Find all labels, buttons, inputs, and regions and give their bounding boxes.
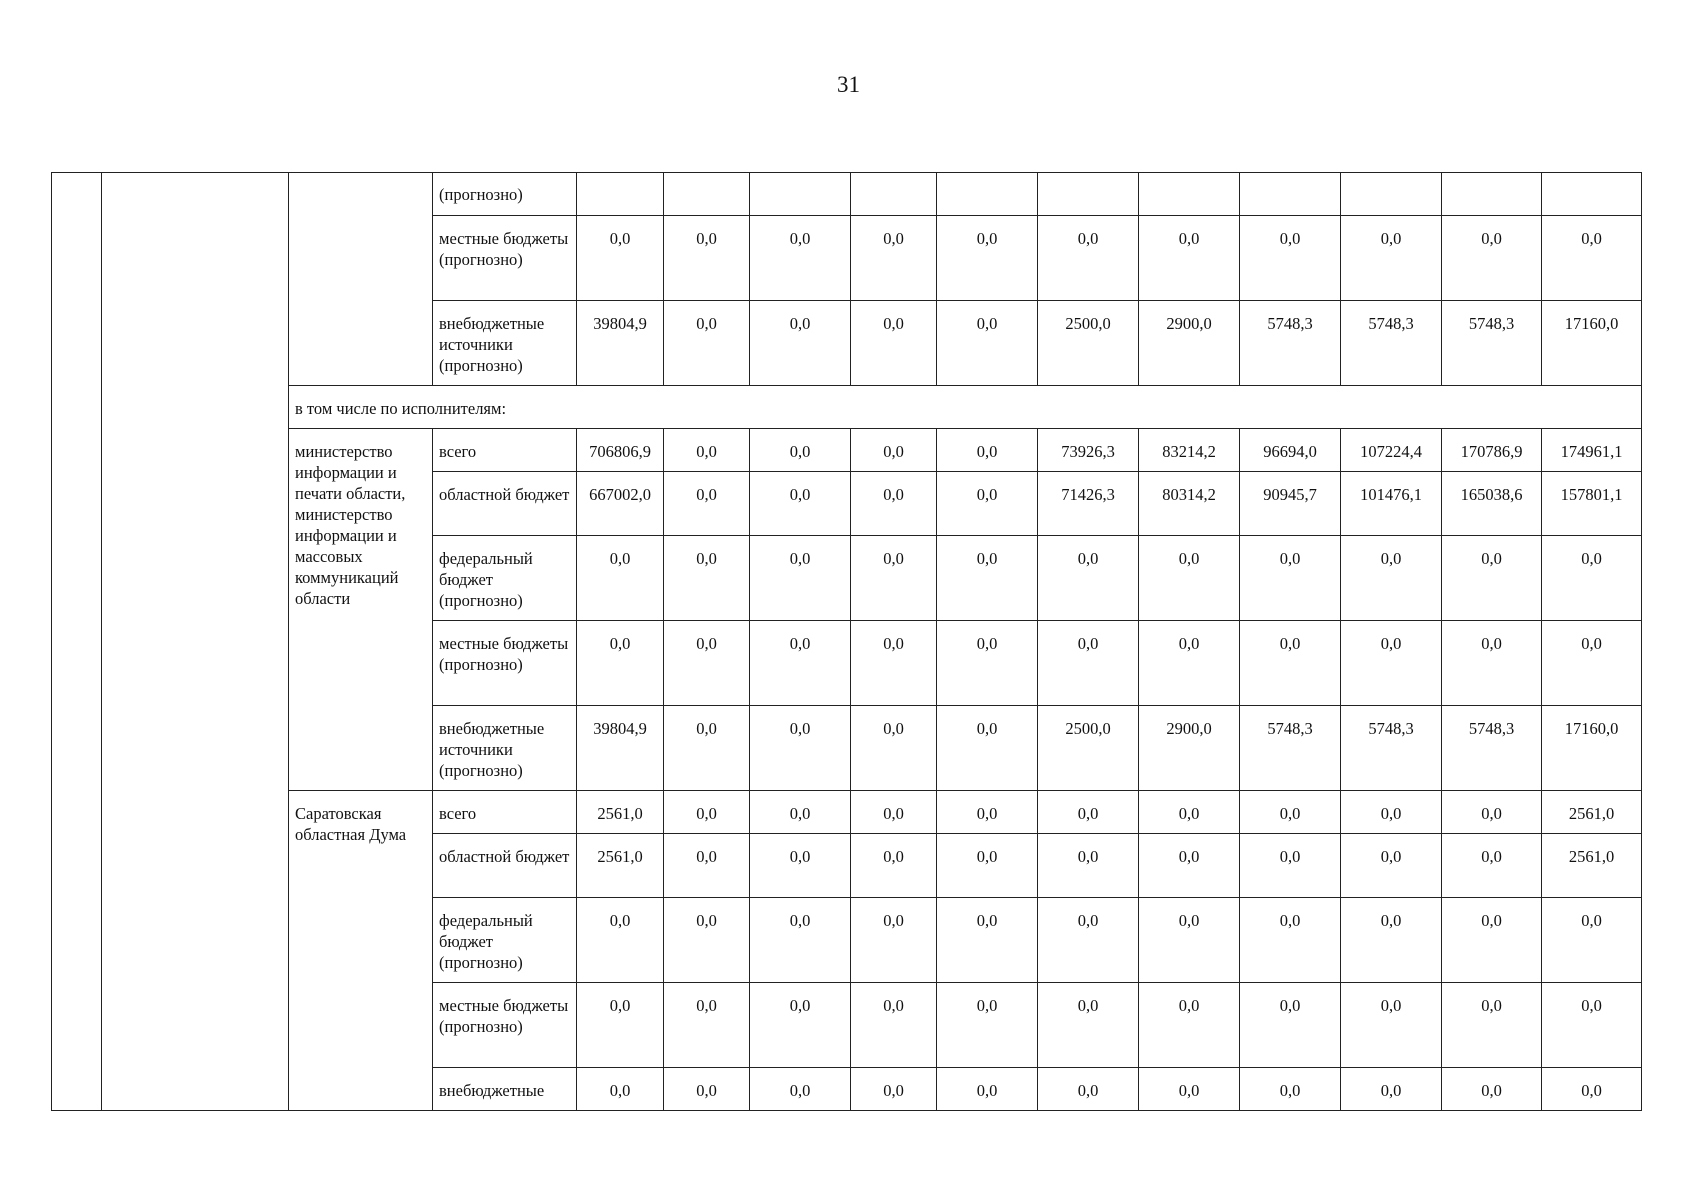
source-label: местные бюджеты (прогнозно) — [433, 983, 577, 1068]
column-name-cell — [102, 173, 289, 1111]
value-cell: 0,0 — [1542, 983, 1642, 1068]
value-cell: 0,0 — [664, 472, 750, 536]
value-cell: 0,0 — [1038, 834, 1139, 898]
value-cell — [1341, 173, 1442, 216]
value-cell: 0,0 — [1038, 216, 1139, 301]
table-row — [52, 791, 1642, 834]
value-cell: 0,0 — [1442, 536, 1542, 621]
value-cell: 2561,0 — [577, 791, 664, 834]
source-label: внебюджетные источники (прогнозно) — [433, 301, 577, 386]
source-label: всего — [433, 429, 577, 472]
value-cell: 0,0 — [1542, 216, 1642, 301]
value-cell: 170786,9 — [1442, 429, 1542, 472]
value-cell: 39804,9 — [577, 301, 664, 386]
value-cell: 0,0 — [1038, 791, 1139, 834]
value-cell: 0,0 — [750, 706, 851, 791]
value-cell: 0,0 — [750, 429, 851, 472]
executor-name: министерство информации и печати области, министерство информации и массовых коммуникаций области — [289, 429, 433, 791]
value-cell: 5748,3 — [1341, 301, 1442, 386]
source-label: областной бюджет — [433, 834, 577, 898]
value-cell: 0,0 — [1542, 536, 1642, 621]
value-cell: 0,0 — [664, 621, 750, 706]
source-label: областной бюджет — [433, 472, 577, 536]
value-cell: 0,0 — [937, 706, 1038, 791]
value-cell: 0,0 — [1038, 898, 1139, 983]
table-body — [52, 173, 1642, 1111]
value-cell: 0,0 — [937, 834, 1038, 898]
value-cell: 2900,0 — [1139, 706, 1240, 791]
value-cell: 0,0 — [1341, 983, 1442, 1068]
value-cell: 0,0 — [664, 429, 750, 472]
value-cell: 0,0 — [1240, 1068, 1341, 1111]
source-label: внебюджетные источники (прогнозно) — [433, 706, 577, 791]
value-cell: 0,0 — [1542, 1068, 1642, 1111]
value-cell: 0,0 — [851, 621, 937, 706]
value-cell — [1038, 173, 1139, 216]
value-cell: 0,0 — [1139, 621, 1240, 706]
value-cell: 17160,0 — [1542, 301, 1642, 386]
value-cell: 5748,3 — [1442, 301, 1542, 386]
column-number-cell — [52, 173, 102, 1111]
value-cell: 5748,3 — [1240, 301, 1341, 386]
value-cell: 0,0 — [1139, 791, 1240, 834]
value-cell: 0,0 — [1139, 834, 1240, 898]
value-cell: 0,0 — [851, 791, 937, 834]
source-label: федеральный бюджет (прогнозно) — [433, 536, 577, 621]
value-cell — [1139, 173, 1240, 216]
value-cell — [577, 173, 664, 216]
value-cell: 0,0 — [851, 472, 937, 536]
value-cell: 0,0 — [750, 621, 851, 706]
value-cell: 96694,0 — [1240, 429, 1341, 472]
value-cell: 101476,1 — [1341, 472, 1442, 536]
value-cell: 0,0 — [851, 429, 937, 472]
value-cell: 0,0 — [1240, 834, 1341, 898]
value-cell: 73926,3 — [1038, 429, 1139, 472]
source-label: (прогнозно) — [433, 173, 577, 216]
value-cell: 0,0 — [750, 1068, 851, 1111]
value-cell — [937, 173, 1038, 216]
value-cell: 5748,3 — [1240, 706, 1341, 791]
value-cell: 0,0 — [937, 429, 1038, 472]
value-cell: 0,0 — [750, 791, 851, 834]
value-cell: 0,0 — [750, 301, 851, 386]
value-cell: 0,0 — [1240, 898, 1341, 983]
value-cell: 0,0 — [1341, 536, 1442, 621]
value-cell: 0,0 — [937, 983, 1038, 1068]
value-cell: 0,0 — [937, 216, 1038, 301]
value-cell: 0,0 — [851, 983, 937, 1068]
value-cell: 0,0 — [1542, 621, 1642, 706]
source-label: федеральный бюджет (прогнозно) — [433, 898, 577, 983]
value-cell: 157801,1 — [1542, 472, 1642, 536]
value-cell: 0,0 — [577, 1068, 664, 1111]
value-cell: 0,0 — [1139, 983, 1240, 1068]
page-number: 31 — [837, 72, 860, 97]
value-cell: 17160,0 — [1542, 706, 1642, 791]
value-cell: 0,0 — [851, 301, 937, 386]
value-cell: 0,0 — [1341, 791, 1442, 834]
value-cell: 0,0 — [1442, 216, 1542, 301]
value-cell: 0,0 — [577, 983, 664, 1068]
value-cell: 0,0 — [750, 983, 851, 1068]
value-cell: 2561,0 — [1542, 834, 1642, 898]
value-cell: 0,0 — [1542, 898, 1642, 983]
value-cell: 0,0 — [1442, 898, 1542, 983]
value-cell: 0,0 — [937, 472, 1038, 536]
value-cell: 0,0 — [1240, 791, 1341, 834]
value-cell: 0,0 — [851, 706, 937, 791]
value-cell: 2561,0 — [1542, 791, 1642, 834]
value-cell: 0,0 — [851, 216, 937, 301]
value-cell: 0,0 — [937, 301, 1038, 386]
value-cell: 0,0 — [1442, 983, 1542, 1068]
value-cell: 0,0 — [750, 834, 851, 898]
value-cell: 706806,9 — [577, 429, 664, 472]
value-cell: 0,0 — [1341, 834, 1442, 898]
value-cell: 90945,7 — [1240, 472, 1341, 536]
value-cell: 0,0 — [1240, 621, 1341, 706]
value-cell: 0,0 — [664, 1068, 750, 1111]
value-cell: 0,0 — [1240, 536, 1341, 621]
table-row — [52, 173, 1642, 216]
value-cell: 0,0 — [664, 216, 750, 301]
value-cell: 0,0 — [664, 791, 750, 834]
value-cell: 0,0 — [1038, 1068, 1139, 1111]
budget-table — [51, 172, 1642, 1111]
value-cell: 0,0 — [664, 834, 750, 898]
value-cell: 0,0 — [750, 472, 851, 536]
value-cell: 107224,4 — [1341, 429, 1442, 472]
value-cell: 5748,3 — [1341, 706, 1442, 791]
value-cell: 667002,0 — [577, 472, 664, 536]
value-cell: 0,0 — [664, 983, 750, 1068]
value-cell: 0,0 — [1341, 898, 1442, 983]
value-cell: 0,0 — [1341, 216, 1442, 301]
value-cell: 0,0 — [937, 1068, 1038, 1111]
executor-name: Саратовская областная Дума — [289, 791, 433, 1111]
value-cell: 39804,9 — [577, 706, 664, 791]
value-cell: 0,0 — [577, 621, 664, 706]
value-cell: 0,0 — [937, 536, 1038, 621]
value-cell — [1240, 173, 1341, 216]
value-cell: 0,0 — [937, 791, 1038, 834]
value-cell: 0,0 — [577, 898, 664, 983]
value-cell: 0,0 — [1442, 621, 1542, 706]
value-cell: 0,0 — [851, 834, 937, 898]
value-cell: 0,0 — [1139, 536, 1240, 621]
value-cell: 174961,1 — [1542, 429, 1642, 472]
value-cell: 0,0 — [937, 621, 1038, 706]
value-cell: 0,0 — [1341, 1068, 1442, 1111]
value-cell — [1542, 173, 1642, 216]
source-label: всего — [433, 791, 577, 834]
value-cell: 2500,0 — [1038, 706, 1139, 791]
table-row — [52, 429, 1642, 472]
value-cell: 80314,2 — [1139, 472, 1240, 536]
value-cell: 5748,3 — [1442, 706, 1542, 791]
value-cell: 0,0 — [664, 898, 750, 983]
value-cell: 0,0 — [1240, 216, 1341, 301]
source-label: внебюджетные — [433, 1068, 577, 1111]
value-cell: 0,0 — [750, 536, 851, 621]
value-cell: 0,0 — [1240, 983, 1341, 1068]
value-cell: 0,0 — [1139, 1068, 1240, 1111]
value-cell: 0,0 — [750, 898, 851, 983]
value-cell: 0,0 — [750, 216, 851, 301]
value-cell: 0,0 — [577, 536, 664, 621]
value-cell: 0,0 — [1038, 983, 1139, 1068]
executor-cell-empty — [289, 173, 433, 386]
value-cell: 83214,2 — [1139, 429, 1240, 472]
value-cell — [664, 173, 750, 216]
section-header-row — [52, 386, 1642, 429]
value-cell: 0,0 — [851, 536, 937, 621]
value-cell: 0,0 — [851, 1068, 937, 1111]
value-cell — [1442, 173, 1542, 216]
value-cell: 0,0 — [1139, 898, 1240, 983]
value-cell: 2561,0 — [577, 834, 664, 898]
value-cell: 2900,0 — [1139, 301, 1240, 386]
value-cell: 0,0 — [1139, 216, 1240, 301]
value-cell — [750, 173, 851, 216]
value-cell — [851, 173, 937, 216]
value-cell: 0,0 — [851, 898, 937, 983]
value-cell: 0,0 — [1038, 536, 1139, 621]
value-cell: 0,0 — [937, 898, 1038, 983]
value-cell: 0,0 — [1442, 791, 1542, 834]
value-cell: 0,0 — [1442, 834, 1542, 898]
value-cell: 0,0 — [1038, 621, 1139, 706]
value-cell: 71426,3 — [1038, 472, 1139, 536]
value-cell: 165038,6 — [1442, 472, 1542, 536]
value-cell: 0,0 — [664, 301, 750, 386]
value-cell: 0,0 — [664, 706, 750, 791]
source-label: местные бюджеты (прогнозно) — [433, 621, 577, 706]
value-cell: 2500,0 — [1038, 301, 1139, 386]
value-cell: 0,0 — [664, 536, 750, 621]
value-cell: 0,0 — [1341, 621, 1442, 706]
value-cell: 0,0 — [577, 216, 664, 301]
value-cell: 0,0 — [1442, 1068, 1542, 1111]
section-header: в том числе по исполнителям: — [289, 386, 1642, 429]
source-label: местные бюджеты (прогнозно) — [433, 216, 577, 301]
